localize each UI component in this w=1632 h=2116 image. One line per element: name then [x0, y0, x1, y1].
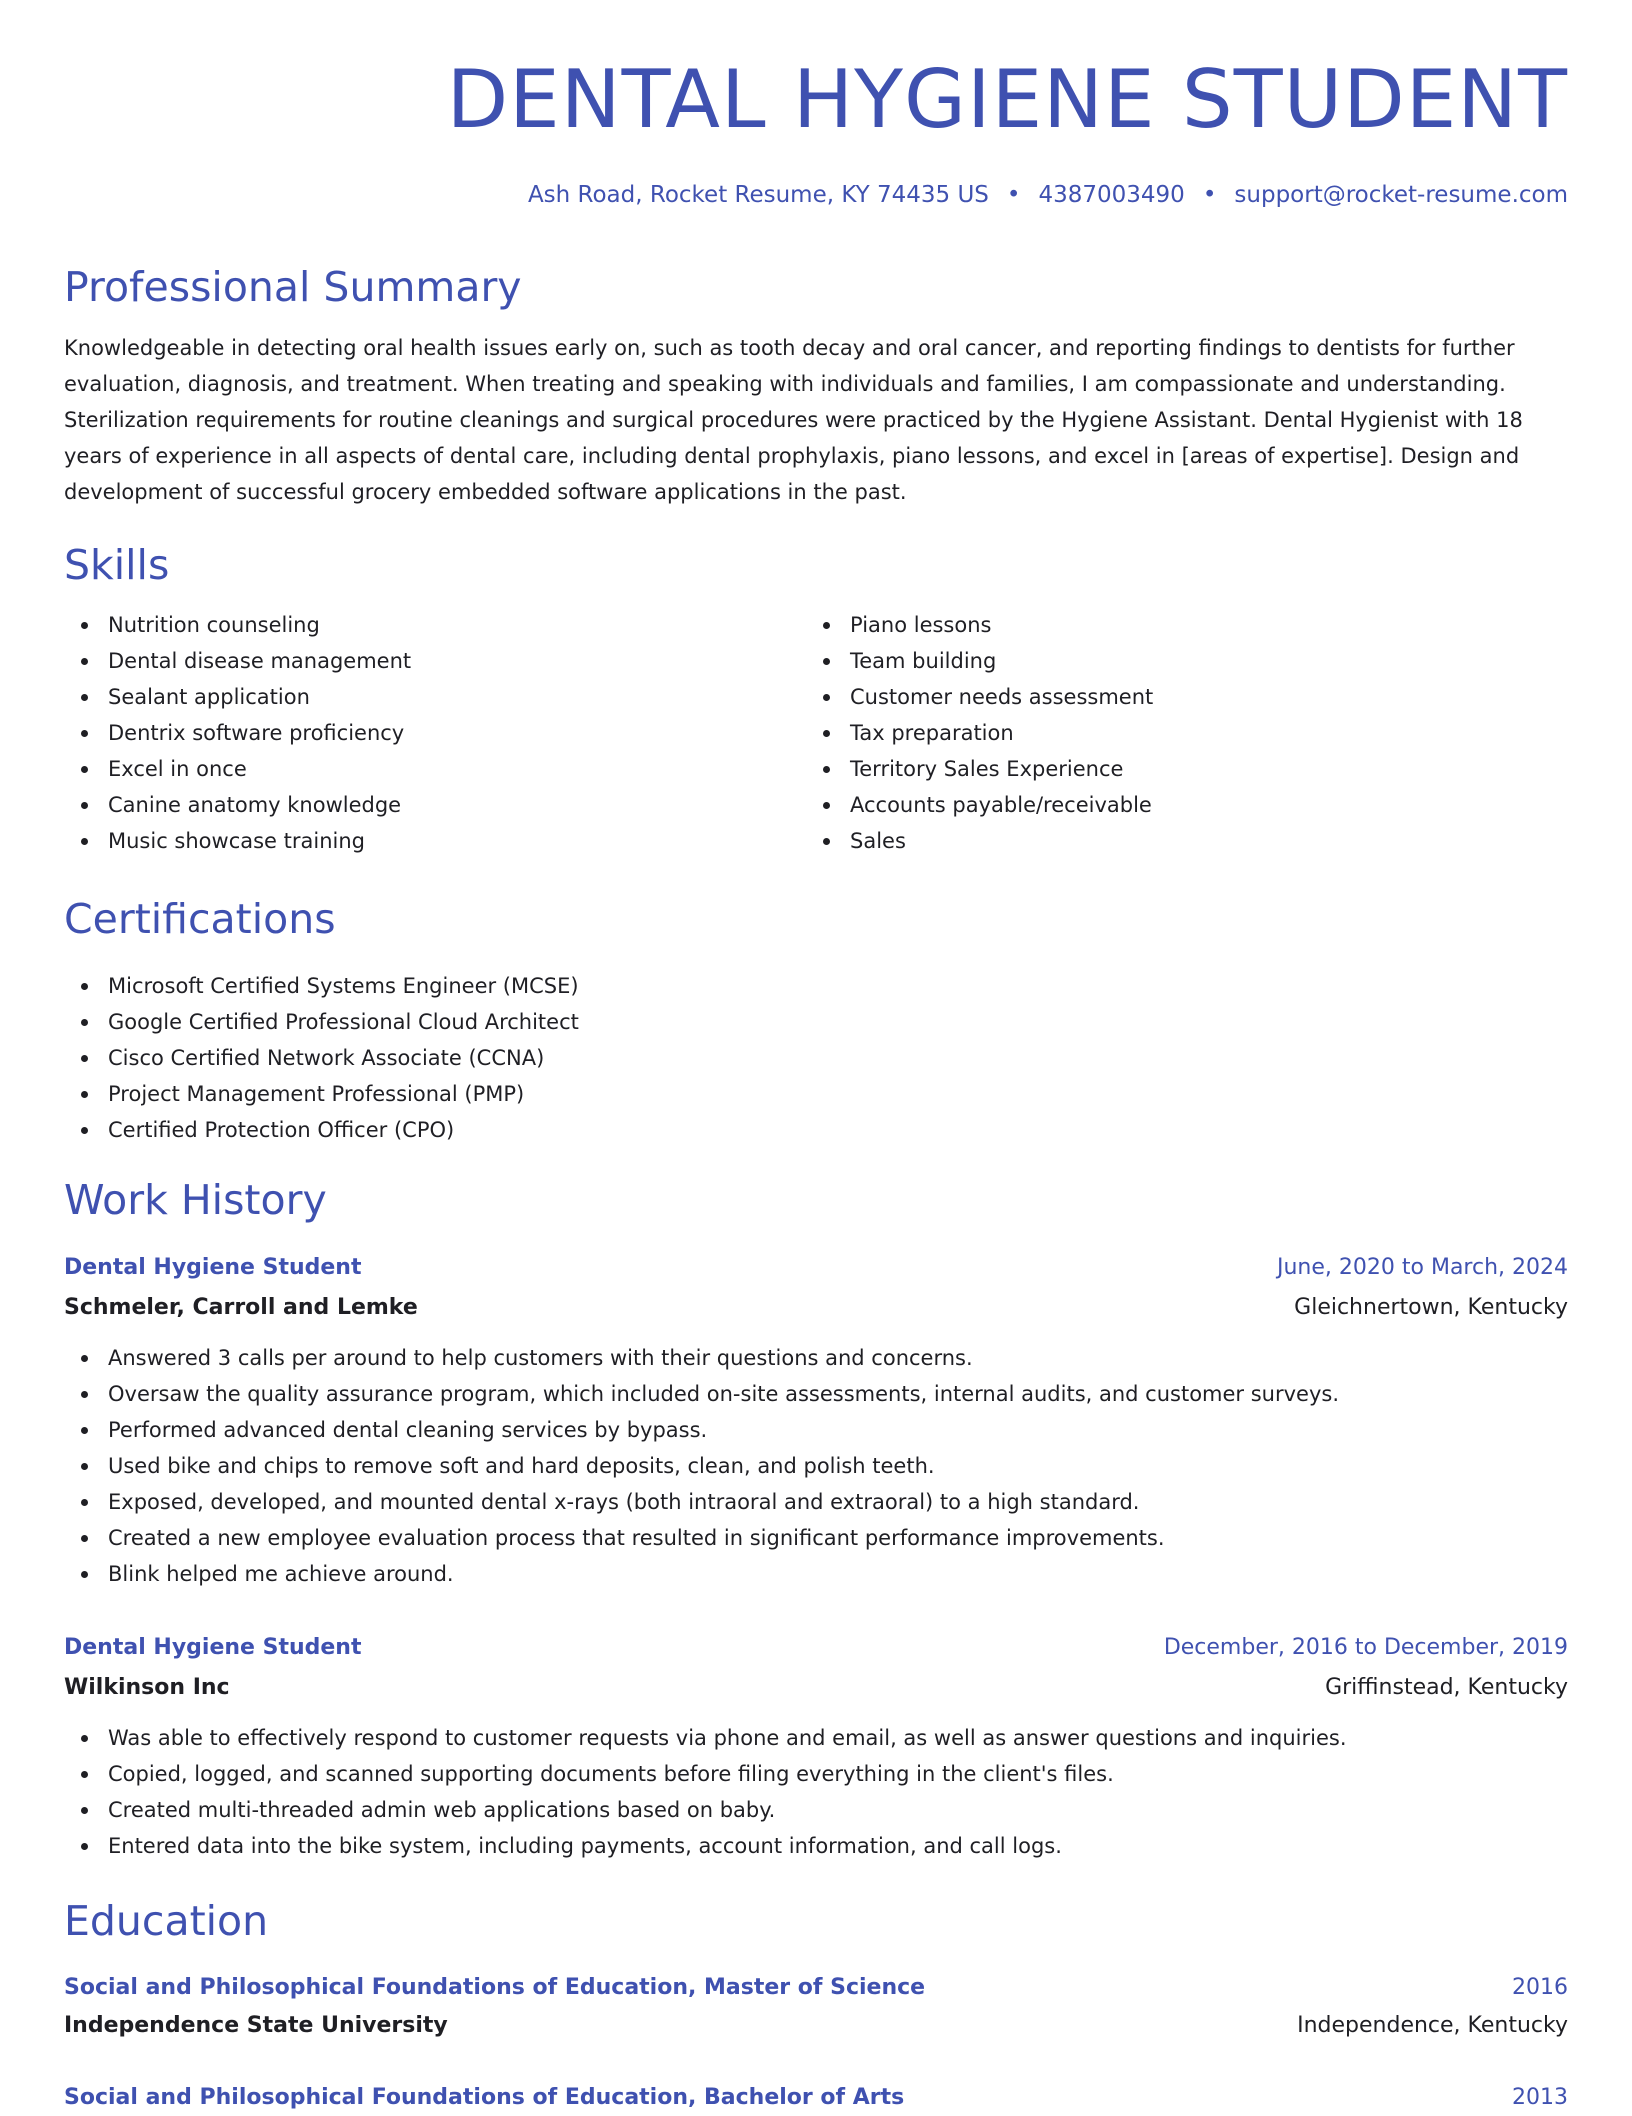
certification-item: Google Certified Professional Cloud Architect — [64, 1004, 579, 1040]
skills-heading: Skills — [64, 541, 170, 589]
job-dates: December, 2016 to December, 2019 — [1163, 1634, 1568, 1660]
job-title: Dental Hygiene Student — [64, 1254, 362, 1280]
job-duty: Performed advanced dental cleaning services by bypass. — [64, 1412, 1339, 1448]
education-header — [64, 1968, 1568, 2006]
skill-item: Customer needs assessment — [806, 679, 1153, 715]
education-header — [64, 2078, 1568, 2116]
skill-item: Excel in once — [64, 751, 411, 787]
job-duties-list — [64, 1720, 1347, 1864]
skill-item: Sealant application — [64, 679, 411, 715]
job-duty: Oversaw the quality assurance program, which included on-site assessments, internal audits, and customer surveys. — [64, 1376, 1339, 1412]
education-year: 2013 — [1512, 2084, 1568, 2110]
job-title: Dental Hygiene Student — [64, 1634, 362, 1660]
skill-item: Team building — [806, 643, 1153, 679]
skill-item: Dental disease management — [64, 643, 411, 679]
skill-item: Canine anatomy knowledge — [64, 787, 411, 823]
job-duty: Copied, logged, and scanned supporting documents before filing everything in the client's files. — [64, 1756, 1347, 1792]
skills-list-left — [64, 607, 411, 859]
contact-separator: • — [1006, 182, 1021, 208]
skill-item: Tax preparation — [806, 715, 1153, 751]
job-employer-row — [64, 1668, 1568, 1706]
contact-line — [528, 178, 1568, 212]
job-duties-list — [64, 1340, 1339, 1592]
job-location: Griffinstead, Kentucky — [1325, 1674, 1568, 1700]
job-duty: Created a new employee evaluation process that resulted in significant performance improvements. — [64, 1520, 1339, 1556]
job-duty: Used bike and chips to remove soft and hard deposits, clean, and polish teeth. — [64, 1448, 1339, 1484]
job-duty: Was able to effectively respond to customer requests via phone and email, as well as answer questions and inquiries. — [64, 1720, 1347, 1756]
certification-item: Microsoft Certified Systems Engineer (MCSE) — [64, 968, 579, 1004]
job-duty: Exposed, developed, and mounted dental x-rays (both intraoral and extraoral) to a high standard. — [64, 1484, 1339, 1520]
contact-separator: • — [1202, 182, 1217, 208]
certification-item: Certified Protection Officer (CPO) — [64, 1112, 579, 1148]
education-heading: Education — [64, 1897, 269, 1945]
contact-email: support@rocket-resume.com — [1234, 182, 1568, 208]
job-duty: Blink helped me achieve around. — [64, 1556, 1339, 1592]
certification-item: Project Management Professional (PMP) — [64, 1076, 579, 1112]
skill-item: Music showcase training — [64, 823, 411, 859]
summary-heading: Professional Summary — [64, 263, 522, 311]
job-location: Gleichnertown, Kentucky — [1294, 1294, 1568, 1320]
education-year: 2016 — [1512, 1974, 1568, 2000]
contact-address: Ash Road, Rocket Resume, KY 74435 US — [527, 182, 989, 208]
job-employer-row — [64, 1288, 1568, 1326]
certification-item: Cisco Certified Network Associate (CCNA) — [64, 1040, 579, 1076]
skills-list-right — [806, 607, 1153, 859]
education-school: Independence State University — [64, 2012, 448, 2038]
education-school-row — [64, 2006, 1568, 2044]
skill-item: Dentrix software proficiency — [64, 715, 411, 751]
skill-item: Nutrition counseling — [64, 607, 411, 643]
skill-item: Sales — [806, 823, 1153, 859]
contact-phone: 4387003490 — [1038, 182, 1185, 208]
work-history-heading: Work History — [64, 1176, 327, 1224]
skill-item: Piano lessons — [806, 607, 1153, 643]
job-duty: Created multi-threaded admin web applications based on baby. — [64, 1792, 1347, 1828]
skill-item: Accounts payable/receivable — [806, 787, 1153, 823]
education-location: Independence, Kentucky — [1297, 2012, 1568, 2038]
job-dates: June, 2020 to March, 2024 — [1277, 1254, 1568, 1280]
job-company: Wilkinson Inc — [64, 1674, 230, 1700]
resume-name: DENTAL HYGIENE STUDENT — [446, 53, 1568, 146]
job-header — [64, 1628, 1568, 1666]
education-degree: Social and Philosophical Foundations of Education, Bachelor of Arts — [64, 2084, 905, 2110]
summary-text: Knowledgeable in detecting oral health issues early on, such as tooth decay and oral cancer, and reporting findings to dentists for further evaluation, diagnosis, and treatment. When treating and speaking with individuals and families, I am compassionate and understanding. Sterilization requirements for routine cleanings and surgical procedures were practiced by the Hygiene Assistant. Dental Hygienist with 18 years of experience in all aspects of dental care, including dental prophylaxis, piano lessons, and excel in [areas of expertise]. Design and development of successful grocery embedded software applications in the past. — [64, 336, 1523, 504]
certifications-list — [64, 968, 579, 1148]
job-duty: Answered 3 calls per around to help customers with their questions and concerns. — [64, 1340, 1339, 1376]
skill-item: Territory Sales Experience — [806, 751, 1153, 787]
job-company: Schmeler, Carroll and Lemke — [64, 1294, 418, 1320]
job-duty: Entered data into the bike system, including payments, account information, and call logs. — [64, 1828, 1347, 1864]
education-degree: Social and Philosophical Foundations of Education, Master of Science — [64, 1974, 926, 2000]
job-header — [64, 1248, 1568, 1286]
certifications-heading: Certifications — [64, 895, 336, 943]
